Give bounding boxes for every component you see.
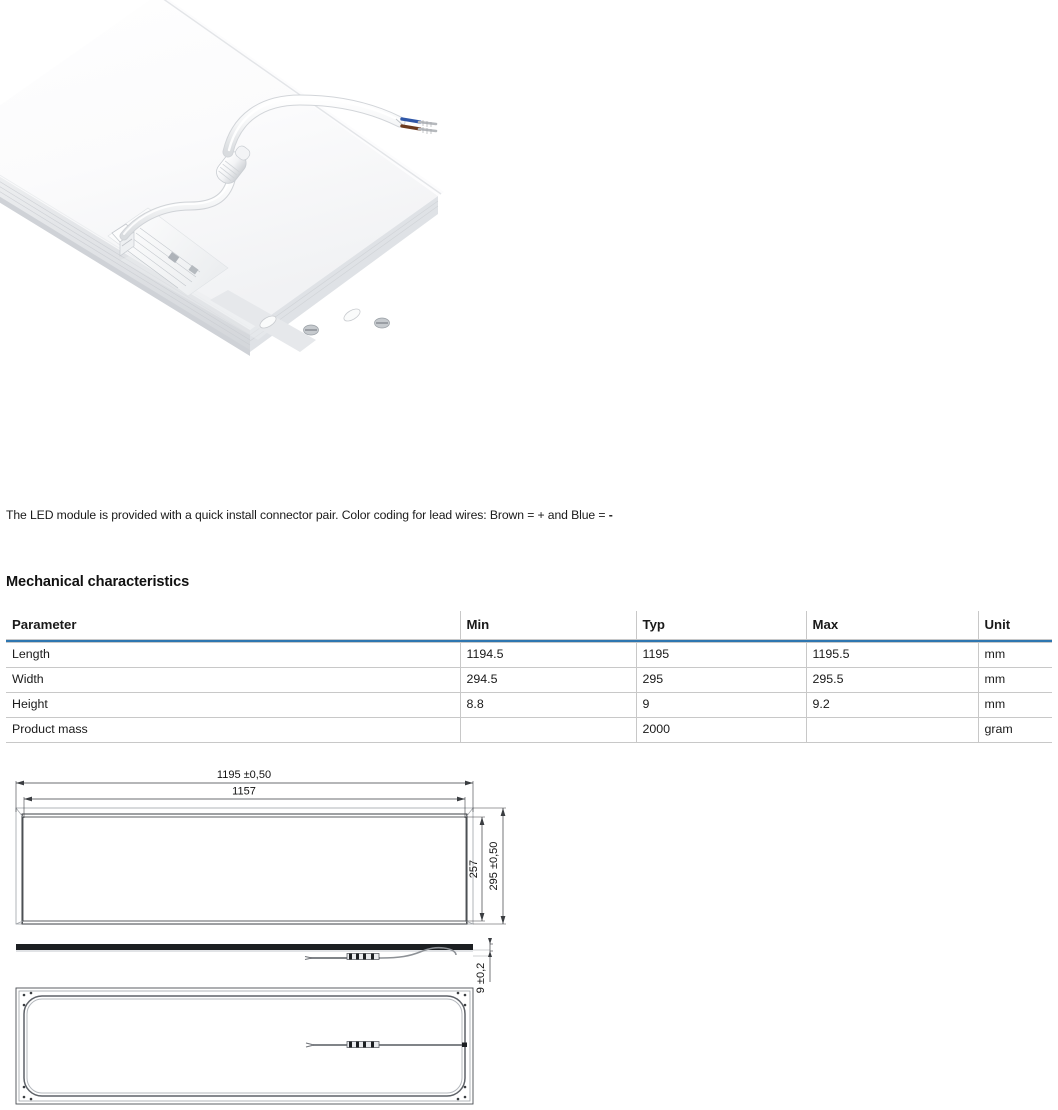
column-header-unit: Unit <box>978 611 1052 639</box>
technical-drawing <box>0 766 530 1110</box>
table-row <box>6 717 1052 742</box>
cell-parameter: Height <box>6 692 460 717</box>
cell-parameter: Length <box>6 642 460 667</box>
dimension-label-inner-width: 257 <box>468 859 480 879</box>
cell-unit: mm <box>978 642 1052 667</box>
table-row <box>6 642 1052 667</box>
dimension-label-thickness: 9 ±0,2 <box>475 962 487 994</box>
lead-wire-note-text: The LED module is provided with a quick install connector pair. Color coding for lead wires: Brown = + and Blue = <box>6 508 609 522</box>
table-header-row <box>6 611 1052 639</box>
cell-unit: mm <box>978 692 1052 717</box>
screw-icon <box>375 318 390 328</box>
cell-max: 295.5 <box>806 667 978 692</box>
section-title-mechanical-characteristics: Mechanical characteristics <box>6 574 190 590</box>
cell-unit: gram <box>978 717 1052 742</box>
cell-typ: 1195 <box>636 642 806 667</box>
cell-typ: 9 <box>636 692 806 717</box>
mechanical-characteristics-table <box>6 611 1052 743</box>
minus-symbol: - <box>608 508 613 522</box>
cell-min: 1194.5 <box>460 642 636 667</box>
cell-typ: 295 <box>636 667 806 692</box>
product-photo-illustration <box>0 0 478 378</box>
cell-parameter: Width <box>6 667 460 692</box>
table-header <box>6 611 1052 639</box>
top-view <box>16 808 473 924</box>
led-panel-product-photo <box>0 0 478 378</box>
cell-min: 8.8 <box>460 692 636 717</box>
cell-max: 9.2 <box>806 692 978 717</box>
cell-min <box>460 717 636 742</box>
dimension-label-inner-length: 1157 <box>232 785 256 798</box>
dimension-label-overall-length: 1195 ±0,50 <box>216 769 272 781</box>
cell-max: 1195.5 <box>806 642 978 667</box>
lead-wire-note <box>6 507 613 523</box>
column-header-parameter: Parameter <box>6 611 460 639</box>
back-view <box>16 988 473 1104</box>
cell-typ: 2000 <box>636 717 806 742</box>
dimension-label-overall-width: 295 ±0,50 <box>488 841 500 891</box>
cell-unit: mm <box>978 667 1052 692</box>
screw-icon <box>304 325 319 335</box>
column-header-typ: Typ <box>636 611 806 639</box>
cell-min: 294.5 <box>460 667 636 692</box>
column-header-min: Min <box>460 611 636 639</box>
technical-drawing-svg <box>0 766 530 1110</box>
cell-max <box>806 717 978 742</box>
table-body <box>6 642 1052 742</box>
table-row <box>6 692 1052 717</box>
cell-parameter: Product mass <box>6 717 460 742</box>
table-row <box>6 667 1052 692</box>
column-header-max: Max <box>806 611 978 639</box>
